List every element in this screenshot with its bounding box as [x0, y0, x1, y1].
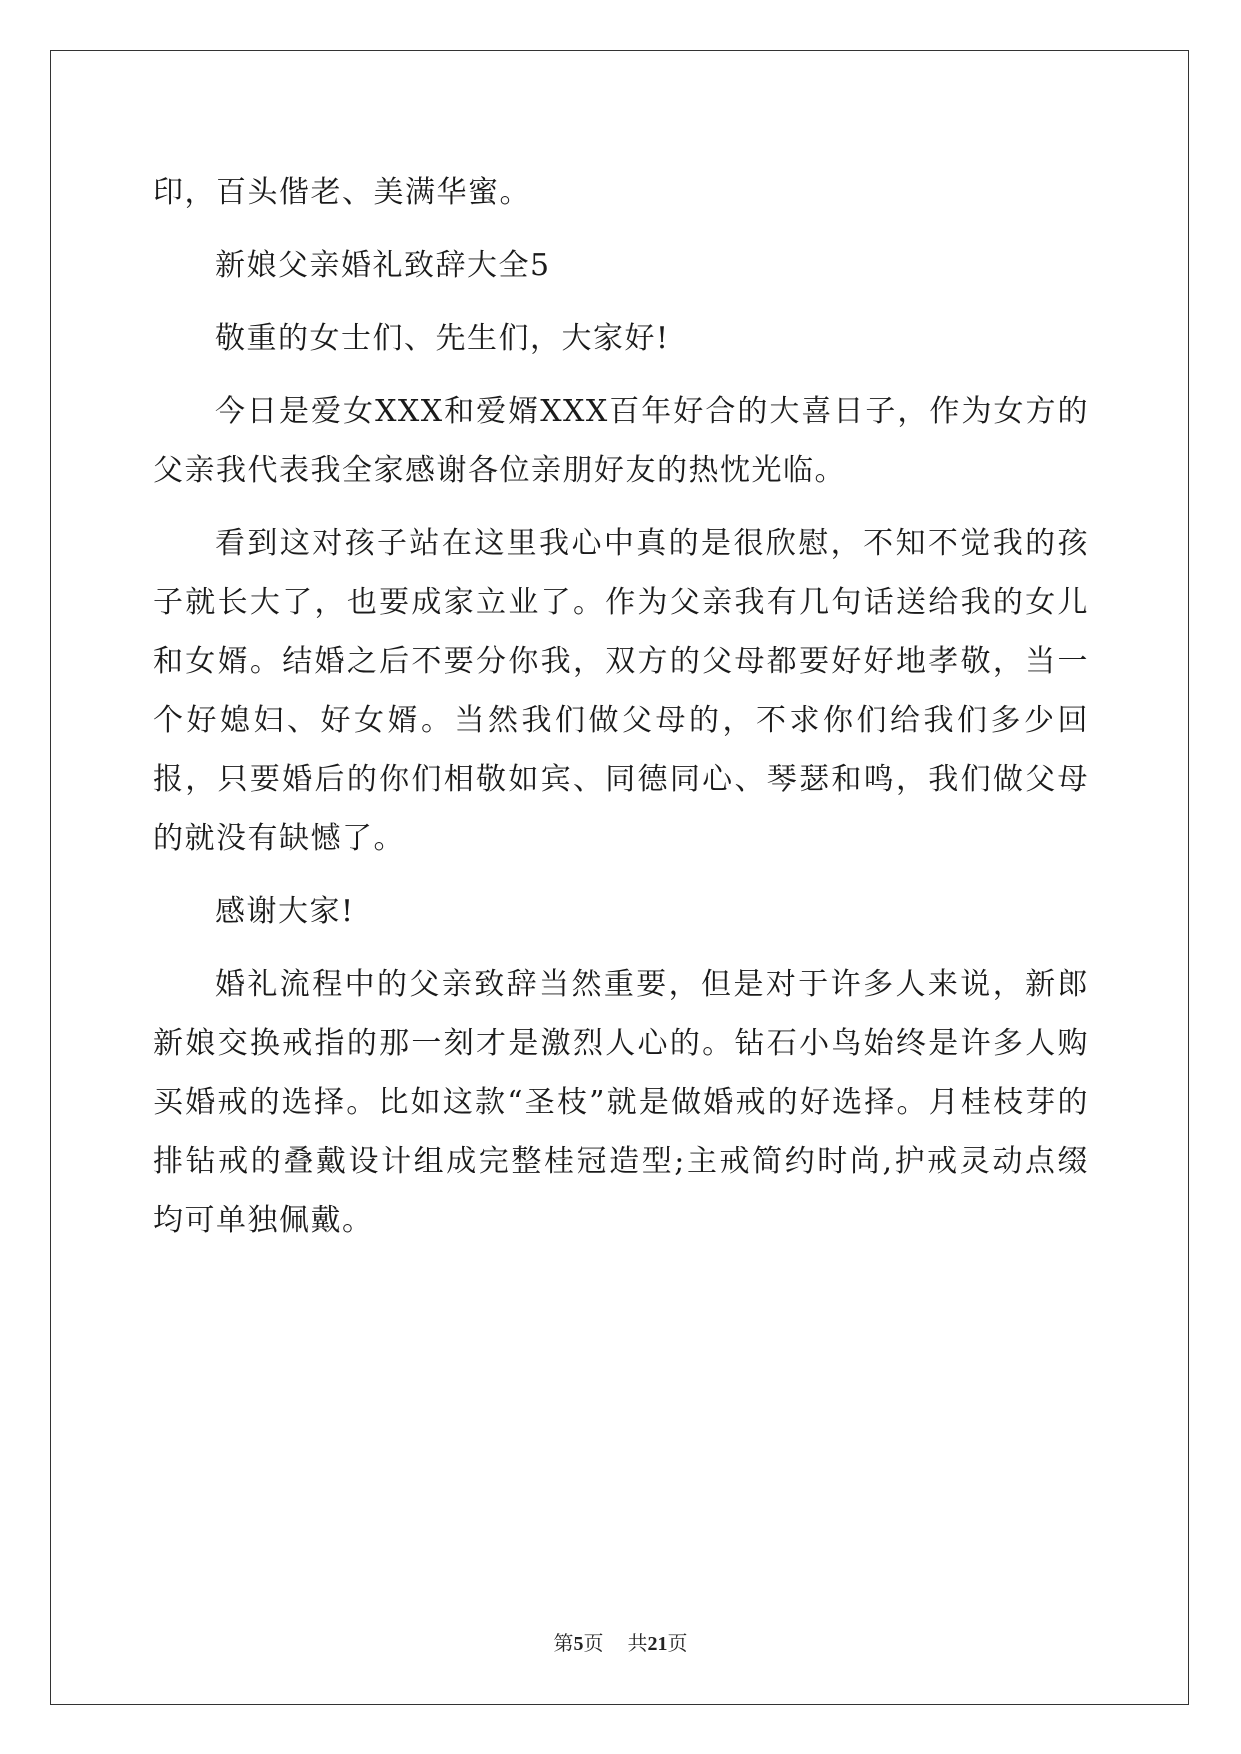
page-number: 5 [573, 1633, 584, 1655]
paragraph-greeting: 敬重的女士们、先生们，大家好! [215, 321, 670, 356]
document-body [153, 163, 1089, 1264]
total-pages: 21 [647, 1633, 668, 1655]
paragraph-body: 看到这对孩子站在这里我心中真的是很欣慰，不知不觉我的孩子就长大了，也要成家立业了。作为父亲我有几句话送给我的女儿和女婿。结婚之后不要分你我，双方的父母都要好好地孝敬，当一个好媳妇、好女婿。当然我们做父母的，不求你们给我们多少回报，只要婚后的你们相敬如宾、同德同心、琴瑟和鸣，我们做父母的就没有缺憾了。 [153, 526, 1089, 856]
page-indicator: 第5页 [553, 1631, 604, 1655]
paragraph-continuation: 印，百头偕老、美满华蜜。 [153, 175, 531, 210]
paragraph-ring: 婚礼流程中的父亲致辞当然重要，但是对于许多人来说，新郎新娘交换戒指的那一刻才是激烈人心的。钻石小鸟始终是许多人购买婚戒的选择。比如这款“圣枝”就是做婚戒的好选择。月桂枝芽的排钻戒的叠戴设计组成完整桂冠造型;主戒简约时尚,护戒灵动点缀均可单独佩戴。 [153, 967, 1089, 1238]
paragraph-thanks: 感谢大家! [215, 894, 355, 929]
paragraph-intro: 今日是爱女XXX和爱婿XXX百年好合的大喜日子，作为女方的父亲我代表我全家感谢各位亲朋好友的热忱光临。 [153, 394, 1089, 488]
page-footer [0, 1627, 1241, 1656]
total-pages-indicator: 共21页 [627, 1631, 688, 1655]
section-heading: 新娘父亲婚礼致辞大全5 [215, 248, 551, 283]
